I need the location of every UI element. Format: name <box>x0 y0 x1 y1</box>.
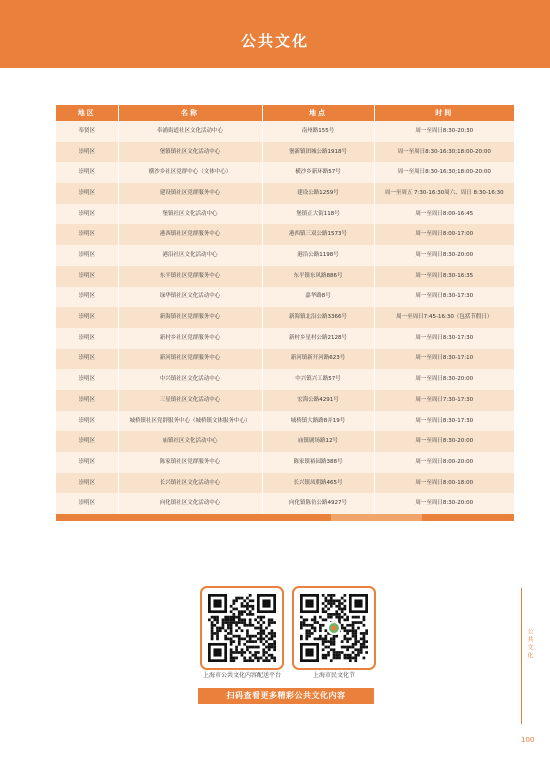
cell-opening-hours: 周一至周日8:00-18:00 <box>374 473 514 494</box>
cell-address: 堡新镇团城公路1918号 <box>262 142 374 163</box>
table-row <box>56 493 514 514</box>
column-header-location: 地点 <box>262 105 374 121</box>
cell-region: 崇明区 <box>56 390 118 411</box>
table-row <box>56 328 514 349</box>
cell-venue-name: 中兴镇社区文化活动中心 <box>118 369 262 390</box>
table-row <box>56 162 514 183</box>
cell-venue-name: 奉浦街道社区文化活动中心 <box>118 121 262 142</box>
table-footer-bar <box>56 514 514 521</box>
cell-address: 港沿公路1198号 <box>262 245 374 266</box>
cell-opening-hours: 周一至周日8:00-20:00 <box>374 452 514 473</box>
cell-address: 陈家镇裕园路388号 <box>262 452 374 473</box>
cell-opening-hours: 周一至周日8:30-16:35 <box>374 266 514 287</box>
cell-address: 东平镇东风路886号 <box>262 266 374 287</box>
table-header-row <box>56 105 514 121</box>
cell-region: 崇明区 <box>56 493 118 514</box>
cell-opening-hours: 周一至周日8:30-17:30 <box>374 328 514 349</box>
cell-venue-name: 新村乡社区党群服务中心 <box>118 328 262 349</box>
cell-address: 嘉华路8号 <box>262 287 374 308</box>
cell-venue-name: 陈家镇社区党群服务中心 <box>118 452 262 473</box>
cell-venue-name: 绿华镇社区文化活动中心 <box>118 287 262 308</box>
cell-address: 城桥镇大路路8弄19号 <box>262 411 374 432</box>
cell-venue-name: 港沿社区文化活动中心 <box>118 245 262 266</box>
side-section-label: 公共文化 <box>526 628 533 660</box>
cell-opening-hours: 周一至周日8:30-17:10 <box>374 349 514 370</box>
cell-venue-name: 建设镇社区党群服务中心 <box>118 183 262 204</box>
cell-region: 崇明区 <box>56 452 118 473</box>
table-row <box>56 411 514 432</box>
qr-label-right: 上海市民文化节 <box>312 672 355 679</box>
cell-opening-hours: 周一至周五 7:30-16:30周六、周日 8:30-16:30 <box>374 183 514 204</box>
cell-venue-name: 港西镇社区党群服务中心 <box>118 224 262 245</box>
cell-venue-name: 长兴镇社区文化活动中心 <box>118 473 262 494</box>
footer-bar-segment <box>331 514 423 521</box>
page-number: 100 <box>521 736 535 744</box>
cell-address: 新海镇北沿公路3366号 <box>262 307 374 328</box>
table-row <box>56 452 514 473</box>
cell-region: 崇明区 <box>56 287 118 308</box>
cell-opening-hours: 周一至周日8:30-20:00 <box>374 369 514 390</box>
cell-opening-hours: 周一至周日8:30-20:30 <box>374 121 514 142</box>
cell-address: 长兴镇凤朝路465号 <box>262 473 374 494</box>
cell-opening-hours: 周一至周日8:30-20:00 <box>374 493 514 514</box>
footer-bar-segment <box>56 514 331 521</box>
cell-opening-hours: 周一至周日8:30-16:30;18:00-20:00 <box>374 142 514 163</box>
cell-region: 崇明区 <box>56 224 118 245</box>
table-row <box>56 245 514 266</box>
table-row <box>56 183 514 204</box>
cell-address: 中兴镇兴工路57号 <box>262 369 374 390</box>
table-body <box>56 121 514 514</box>
cell-region: 崇明区 <box>56 142 118 163</box>
table-row <box>56 142 514 163</box>
cell-region: 崇明区 <box>56 411 118 432</box>
cell-region: 崇明区 <box>56 307 118 328</box>
cell-address: 横沙乡新环路57号 <box>262 162 374 183</box>
page-title: 公共文化 <box>240 32 309 50</box>
cell-region: 奉贤区 <box>56 121 118 142</box>
cell-venue-name: 向化镇社区文化活动中心 <box>118 493 262 514</box>
cell-address: 新村乡星村公路2128号 <box>262 328 374 349</box>
cell-venue-name: 城桥镇社区党群服务中心（城桥镇文体服务中心） <box>118 411 262 432</box>
cell-opening-hours: 周一至周日8:30-20:00 <box>374 431 514 452</box>
cell-venue-name: 横沙乡社区党群中心（文体中心） <box>118 162 262 183</box>
cell-region: 崇明区 <box>56 266 118 287</box>
cell-venue-name: 堡镇镇社区文化活动中心 <box>118 142 262 163</box>
cell-address: 堡镇正大街118号 <box>262 204 374 225</box>
cell-opening-hours: 周一至周日8:00-16:45 <box>374 204 514 225</box>
cell-region: 崇明区 <box>56 349 118 370</box>
side-divider <box>521 588 522 724</box>
cell-address: 庙镇剧场路12号 <box>262 431 374 452</box>
cell-region: 崇明区 <box>56 431 118 452</box>
column-header-name: 名称 <box>118 105 262 121</box>
cell-opening-hours: 周一至周日8:30-16:30;18:00-20:00 <box>374 162 514 183</box>
cell-region: 崇明区 <box>56 473 118 494</box>
table-row <box>56 121 514 142</box>
cell-opening-hours: 周一至周日8:30-20:00 <box>374 245 514 266</box>
cell-region: 崇明区 <box>56 245 118 266</box>
cell-opening-hours: 周一至周日8:30-17:30 <box>374 411 514 432</box>
cell-venue-name: 新河镇社区党群服务中心 <box>118 349 262 370</box>
cell-address: 新河镇新开河路623号 <box>262 349 374 370</box>
cell-region: 崇明区 <box>56 204 118 225</box>
table-row <box>56 287 514 308</box>
cell-region: 崇明区 <box>56 369 118 390</box>
table-row <box>56 307 514 328</box>
cell-opening-hours: 周一至周日8:00-17:00 <box>374 224 514 245</box>
cell-region: 崇明区 <box>56 328 118 349</box>
cell-venue-name: 三星镇社区文化活动中心 <box>118 390 262 411</box>
cell-opening-hours: 周一至周日7:30-17:30 <box>374 390 514 411</box>
cell-venue-name: 堡镇社区文化活动中心 <box>118 204 262 225</box>
table-row <box>56 390 514 411</box>
cell-region: 崇明区 <box>56 183 118 204</box>
footer-bar-segment <box>422 514 514 521</box>
column-header-region: 地区 <box>56 105 118 121</box>
qr-label-left: 上海市公共文化内容配送平台 <box>202 672 281 679</box>
header-bar <box>0 0 550 68</box>
cell-address: 建设公路1259号 <box>262 183 374 204</box>
cell-venue-name: 东平镇社区党群服务中心 <box>118 266 262 287</box>
qr-code-pattern <box>208 594 276 662</box>
cell-venue-name: 新海镇社区党群服务中心 <box>118 307 262 328</box>
venue-table-container <box>56 105 514 521</box>
table-row <box>56 369 514 390</box>
cell-region: 崇明区 <box>56 162 118 183</box>
cell-address: 宏海公路4291号 <box>262 390 374 411</box>
cell-address: 港西镇三双公路1573号 <box>262 224 374 245</box>
cell-opening-hours: 周一至周日7:45-16:30（包括节假日） <box>374 307 514 328</box>
qr-code-right[interactable] <box>292 586 376 670</box>
qr-code-pattern <box>300 594 368 662</box>
table-row <box>56 349 514 370</box>
table-row <box>56 204 514 225</box>
venue-table <box>56 105 514 514</box>
table-row <box>56 266 514 287</box>
cell-opening-hours: 周一至周日8:30-17:30 <box>374 287 514 308</box>
table-row <box>56 431 514 452</box>
column-header-hours: 时间 <box>374 105 514 121</box>
scan-banner: 扫码查看更多精彩公共文化内容 <box>198 688 374 704</box>
cell-address: 向化镇陈彷公路4927号 <box>262 493 374 514</box>
table-row <box>56 224 514 245</box>
cell-venue-name: 庙镇社区文化活动中心 <box>118 431 262 452</box>
table-row <box>56 473 514 494</box>
qr-code-left[interactable] <box>200 586 284 670</box>
cell-address: 南州路155号 <box>262 121 374 142</box>
